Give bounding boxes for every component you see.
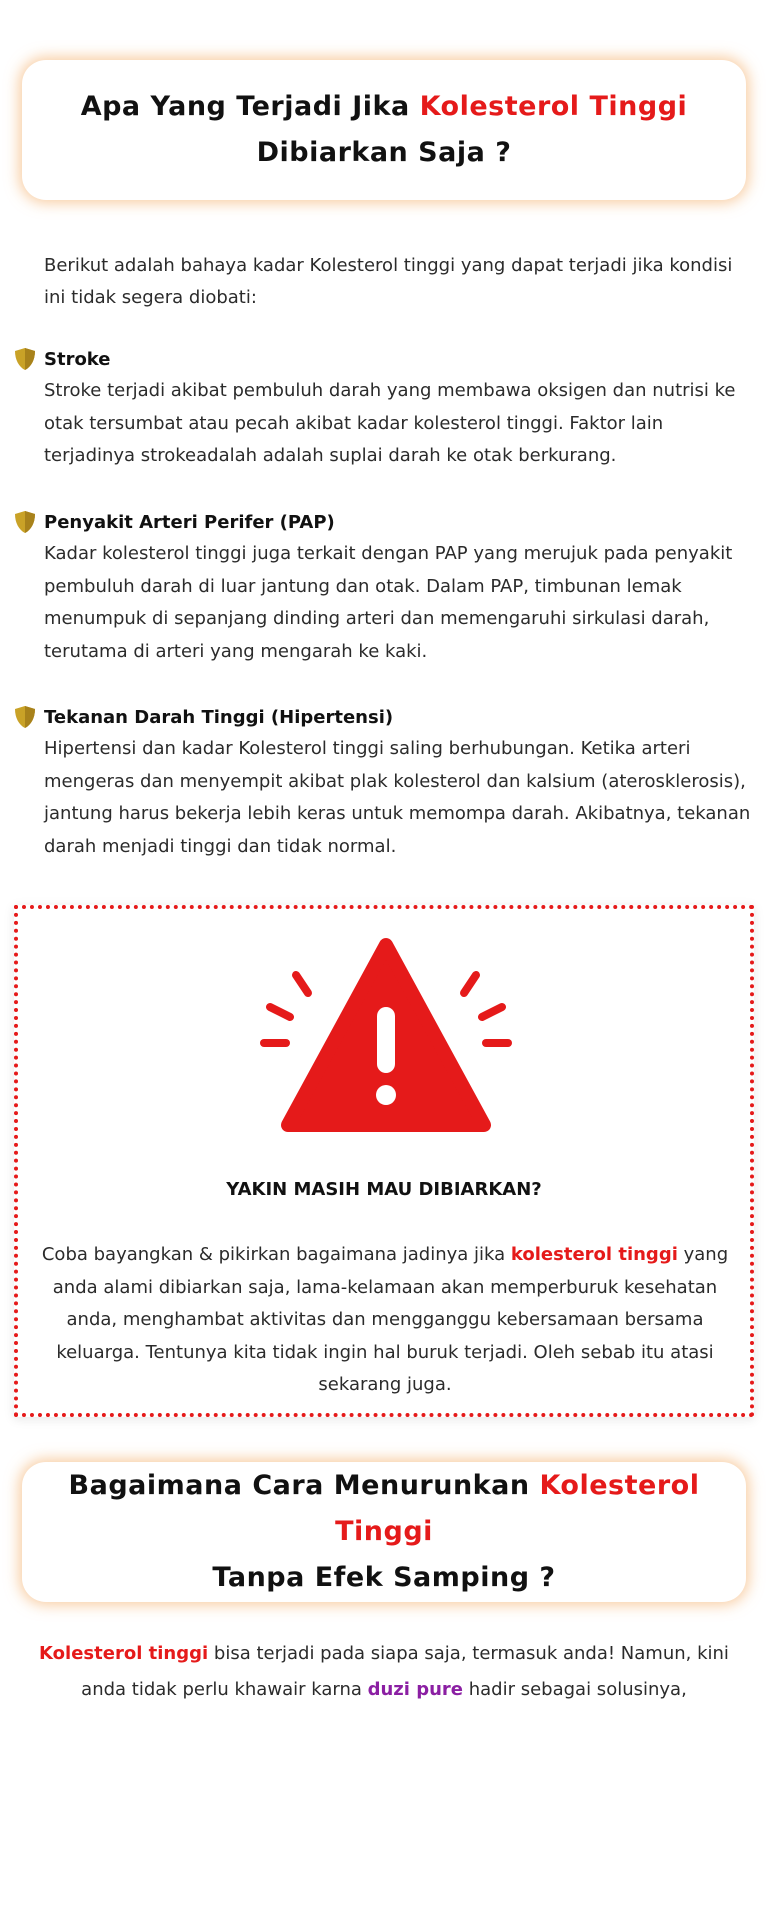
heading-line-1: Apa Yang Terjadi Jika Kolesterol Tinggi: [80, 91, 688, 122]
warning-box: [14, 905, 754, 1417]
heading-highlight: Kolesterol Tinggi: [335, 1470, 700, 1547]
item-title: Stroke: [44, 348, 111, 370]
solution-intro-text: Kolesterol tinggi bisa terjadi pada siapa saja, termasuk anda! Namun, kini anda tidak perlu khawair karna duzi pure hadir sebagai solusinya,: [39, 1643, 729, 1700]
warning-text: Coba bayangkan & pikirkan bagaimana jadinya jika kolesterol tinggi yang anda alami dibiarkan saja, lama-kelamaan akan memperburuk kesehatan anda, menghambat aktivitas dan mengganggu kebersamaan bersama keluarga. Tentunya kita tidak ingin hal buruk terjadi. Oleh sebab itu atasi sekarang juga.: [41, 1244, 729, 1395]
warning-triangle-icon: [256, 929, 516, 1149]
heading-card-dangers: [22, 60, 746, 200]
danger-item-pap: [14, 506, 754, 668]
item-description: Kadar kolesterol tinggi juga terkait dengan PAP yang merujuk pada penyakit pembuluh darah di luar jantung dan otak. Dalam PAP, timbunan lemak menumpuk di sepanjang dinding arteri dan memengaruhi sirkulasi darah, terutama di arteri yang mengarah ke kaki.: [44, 543, 733, 662]
warning-title: YAKIN MASIH MAU DIBIARKAN?: [226, 1179, 542, 1200]
danger-item-hipertensi: [14, 701, 754, 863]
heading-card-solution: [22, 1462, 746, 1602]
item-title: Tekanan Darah Tinggi (Hipertensi): [44, 706, 394, 728]
item-description: Stroke terjadi akibat pembuluh darah yang membawa oksigen dan nutrisi ke otak tersumbat atau pecah akibat kadar kolesterol tinggi. Faktor lain terjadinya strokeadalah adalah suplai darah ke otak berkurang.: [44, 380, 736, 466]
product-name: duzi pure: [367, 1679, 464, 1700]
shield-icon: [14, 510, 36, 534]
final-highlight-kolesterol: Kolesterol tinggi: [39, 1643, 209, 1664]
heading-line-2: Dibiarkan Saja ?: [256, 137, 512, 168]
shield-icon: [14, 347, 36, 371]
heading-line-2: Tanpa Efek Samping ?: [212, 1562, 556, 1593]
item-description: Hipertensi dan kadar Kolesterol tinggi saling berhubungan. Ketika arteri mengeras dan menyempit akibat plak kolesterol dan kalsium (aterosklerosis), jantung harus bekerja lebih keras untuk memompa darah. Akibatnya, tekanan darah menjadi tinggi dan tidak normal.: [44, 738, 751, 857]
heading-highlight: Kolesterol Tinggi: [419, 91, 688, 122]
heading-line-1: Bagaimana Cara Menurunkan Kolesterol Tinggi: [68, 1470, 700, 1547]
warning-highlight: kolesterol tinggi: [510, 1244, 678, 1265]
danger-item-stroke: [14, 343, 754, 473]
item-title: Penyakit Arteri Perifer (PAP): [44, 511, 335, 533]
intro-text: Berikut adalah bahaya kadar Kolesterol tinggi yang dapat terjadi jika kondisi ini tidak segera diobati:: [44, 255, 733, 308]
shield-icon: [14, 705, 36, 729]
